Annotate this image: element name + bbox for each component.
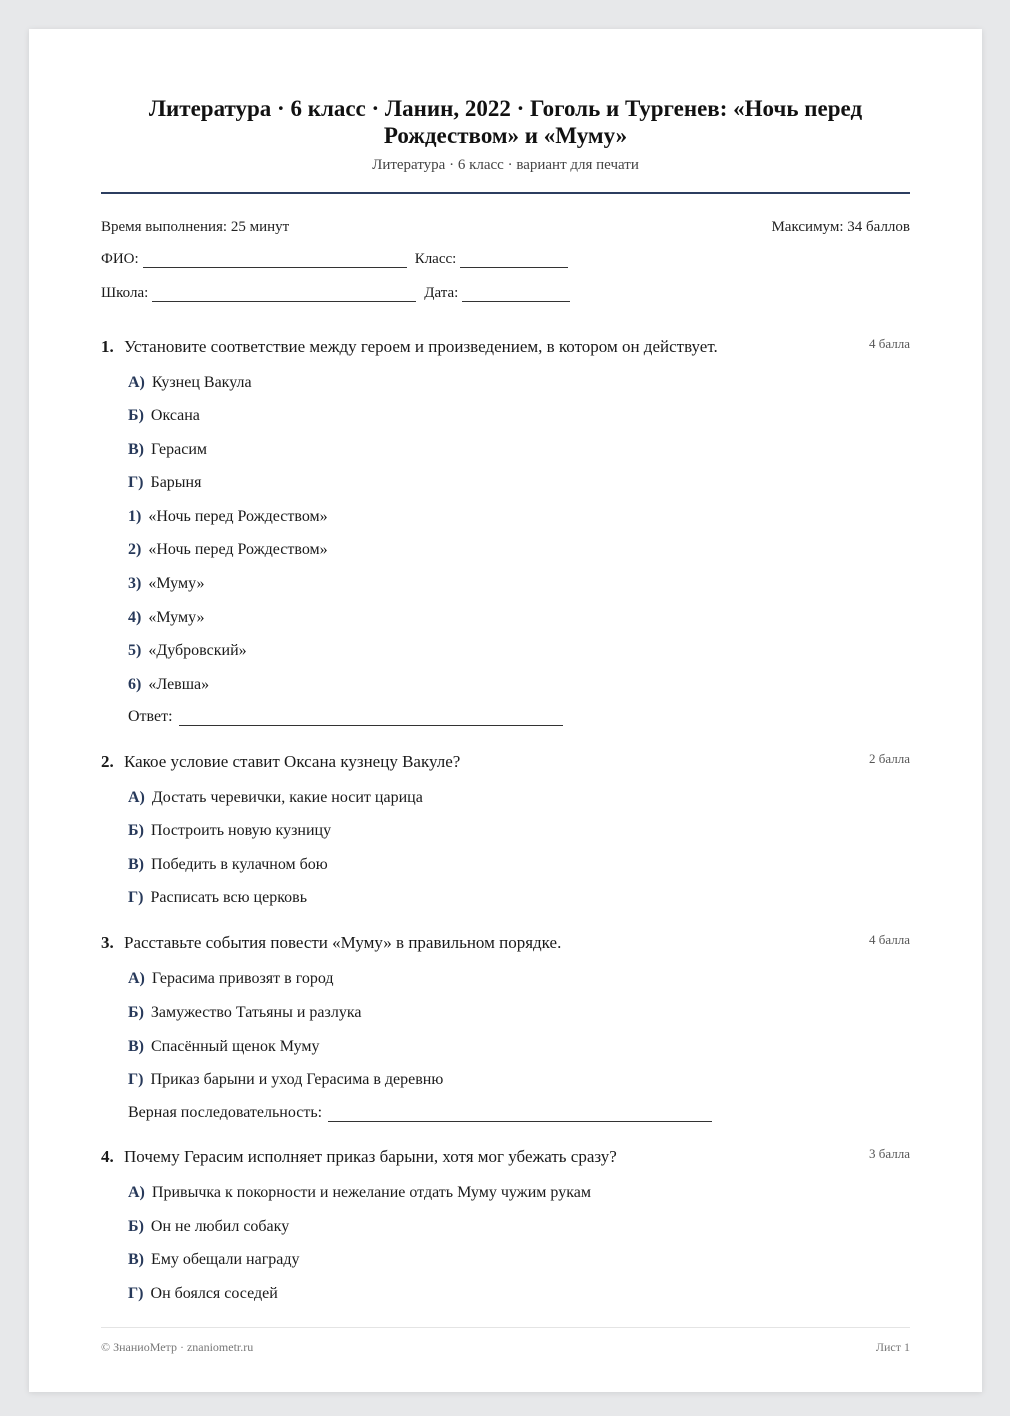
option-text: «Муму»: [148, 575, 205, 592]
option-text: Герасима привозят в город: [151, 970, 334, 987]
question-number: 3.: [101, 933, 114, 952]
class-field[interactable]: [460, 253, 568, 268]
option-text: «Ночь перед Рождеством»: [148, 508, 328, 525]
option-key: В): [128, 856, 144, 873]
question-text: Почему Герасим исполняет приказ барыни, хотя мог убежать сразу?: [124, 1147, 617, 1166]
question-text: Расставьте события повести «Муму» в правильном порядке.: [124, 933, 562, 952]
option-text: Оксана: [150, 407, 200, 424]
answer-row: [128, 708, 571, 726]
option-text: Расписать всю церковь: [150, 889, 308, 906]
option-key: Б): [128, 407, 144, 424]
max-score: Максимум: 34 баллов: [771, 219, 910, 235]
sequence-answer-row: [128, 1104, 720, 1122]
option-key: Б): [128, 1004, 144, 1021]
page-subtitle: Литература · 6 класс · вариант для печати: [372, 157, 639, 173]
option-a: [128, 969, 334, 989]
question-header: [101, 336, 910, 358]
question-4: [101, 1146, 910, 1302]
option-text: Построить новую кузницу: [150, 822, 332, 839]
option-v: [128, 440, 207, 460]
fio-field[interactable]: [143, 253, 407, 268]
option-2: [128, 540, 328, 560]
option-key: Г): [128, 474, 144, 491]
footer-page-number: Лист 1: [875, 1340, 910, 1354]
option-key: В): [128, 441, 144, 458]
option-key: А): [128, 374, 145, 391]
option-g: [128, 473, 201, 493]
question-1: [101, 336, 910, 725]
option-a: [128, 788, 423, 808]
option-text: Приказ барыни и уход Герасима в деревню: [150, 1071, 444, 1088]
option-key: 2): [128, 541, 142, 558]
option-text: Он боялся соседей: [150, 1285, 278, 1302]
footer-divider: [101, 1327, 910, 1328]
option-b: [128, 1217, 289, 1237]
question-text: Установите соответствие между героем и произведением, в котором он действует.: [124, 337, 718, 356]
option-1: [128, 507, 328, 527]
option-text: «Муму»: [148, 609, 205, 626]
question-2: [101, 751, 910, 906]
option-key: Г): [128, 1071, 144, 1088]
school-date-row: [101, 285, 578, 302]
page-title: Литература · 6 класс · Ланин, 2022 · Гоголь и Тургенев: «Ночь перед Рождеством» и «Муму»: [148, 96, 863, 148]
footer-copyright: © ЗнаниоМетр · znaniometr.ru: [101, 1340, 254, 1354]
option-g: [128, 1070, 443, 1090]
answer-field[interactable]: [179, 711, 563, 726]
school-field[interactable]: [152, 287, 416, 302]
header-divider: [101, 192, 910, 194]
question-header: [101, 751, 910, 773]
option-key: Б): [128, 822, 144, 839]
option-key: Г): [128, 1285, 144, 1302]
option-key: 4): [128, 609, 142, 626]
class-label: Класс:: [414, 251, 457, 267]
option-5: [128, 641, 247, 661]
option-text: Кузнец Вакула: [151, 374, 252, 391]
option-g: [128, 888, 307, 908]
option-text: Барыня: [150, 474, 202, 491]
option-key: 1): [128, 508, 142, 525]
option-b: [128, 821, 331, 841]
question-number: 2.: [101, 752, 114, 771]
question-number: 1.: [101, 337, 114, 356]
date-field[interactable]: [462, 287, 570, 302]
question-points: 4 балла: [869, 932, 910, 947]
name-class-row: [101, 251, 576, 268]
option-a: [128, 373, 252, 393]
option-key: Б): [128, 1218, 144, 1235]
option-key: Г): [128, 889, 144, 906]
option-b: [128, 406, 200, 426]
question-text: Какое условие ставит Оксана кузнецу Вакуле?: [124, 752, 461, 771]
school-label: Школа:: [101, 285, 149, 301]
answer-label: Ответ:: [128, 708, 173, 725]
option-4: [128, 608, 204, 628]
option-text: «Ночь перед Рождеством»: [148, 541, 328, 558]
option-key: В): [128, 1038, 144, 1055]
answer-field[interactable]: [328, 1107, 712, 1122]
question-header: [101, 1146, 910, 1168]
option-text: Победить в кулачном бою: [151, 856, 328, 873]
option-3: [128, 574, 204, 594]
option-key: 3): [128, 575, 142, 592]
option-text: Привычка к покорности и нежелание отдать Муму чужим рукам: [151, 1184, 591, 1201]
option-key: А): [128, 970, 145, 987]
time-limit: Время выполнения: 25 минут: [101, 219, 290, 235]
option-text: Замужество Татьяны и разлука: [150, 1004, 362, 1021]
question-points: 3 балла: [869, 1146, 910, 1161]
option-text: «Левша»: [148, 676, 210, 693]
page-content: [101, 29, 910, 1392]
question-number: 4.: [101, 1147, 114, 1166]
option-text: Спасённый щенок Муму: [151, 1038, 320, 1055]
option-v: [128, 1250, 300, 1270]
option-v: [128, 855, 328, 875]
worksheet-page: [29, 29, 982, 1392]
option-v: [128, 1037, 319, 1057]
answer-label: Верная последовательность:: [128, 1104, 323, 1121]
option-text: Он не любил собаку: [150, 1218, 290, 1235]
option-text: Ему обещали награду: [151, 1251, 300, 1268]
option-key: А): [128, 789, 145, 806]
option-key: А): [128, 1184, 145, 1201]
question-points: 4 балла: [869, 336, 910, 351]
option-key: 5): [128, 642, 142, 659]
option-key: В): [128, 1251, 144, 1268]
question-points: 2 балла: [869, 751, 910, 766]
question-header: [101, 932, 910, 954]
question-3: [101, 932, 910, 1121]
date-label: Дата:: [424, 285, 459, 301]
option-key: 6): [128, 676, 142, 693]
option-g: [128, 1284, 278, 1304]
option-text: Герасим: [151, 441, 208, 458]
option-6: [128, 675, 209, 695]
option-text: «Дубровский»: [148, 642, 247, 659]
option-b: [128, 1003, 361, 1023]
fio-label: ФИО:: [101, 251, 139, 267]
option-a: [128, 1183, 591, 1203]
option-text: Достать черевички, какие носит царица: [151, 789, 423, 806]
